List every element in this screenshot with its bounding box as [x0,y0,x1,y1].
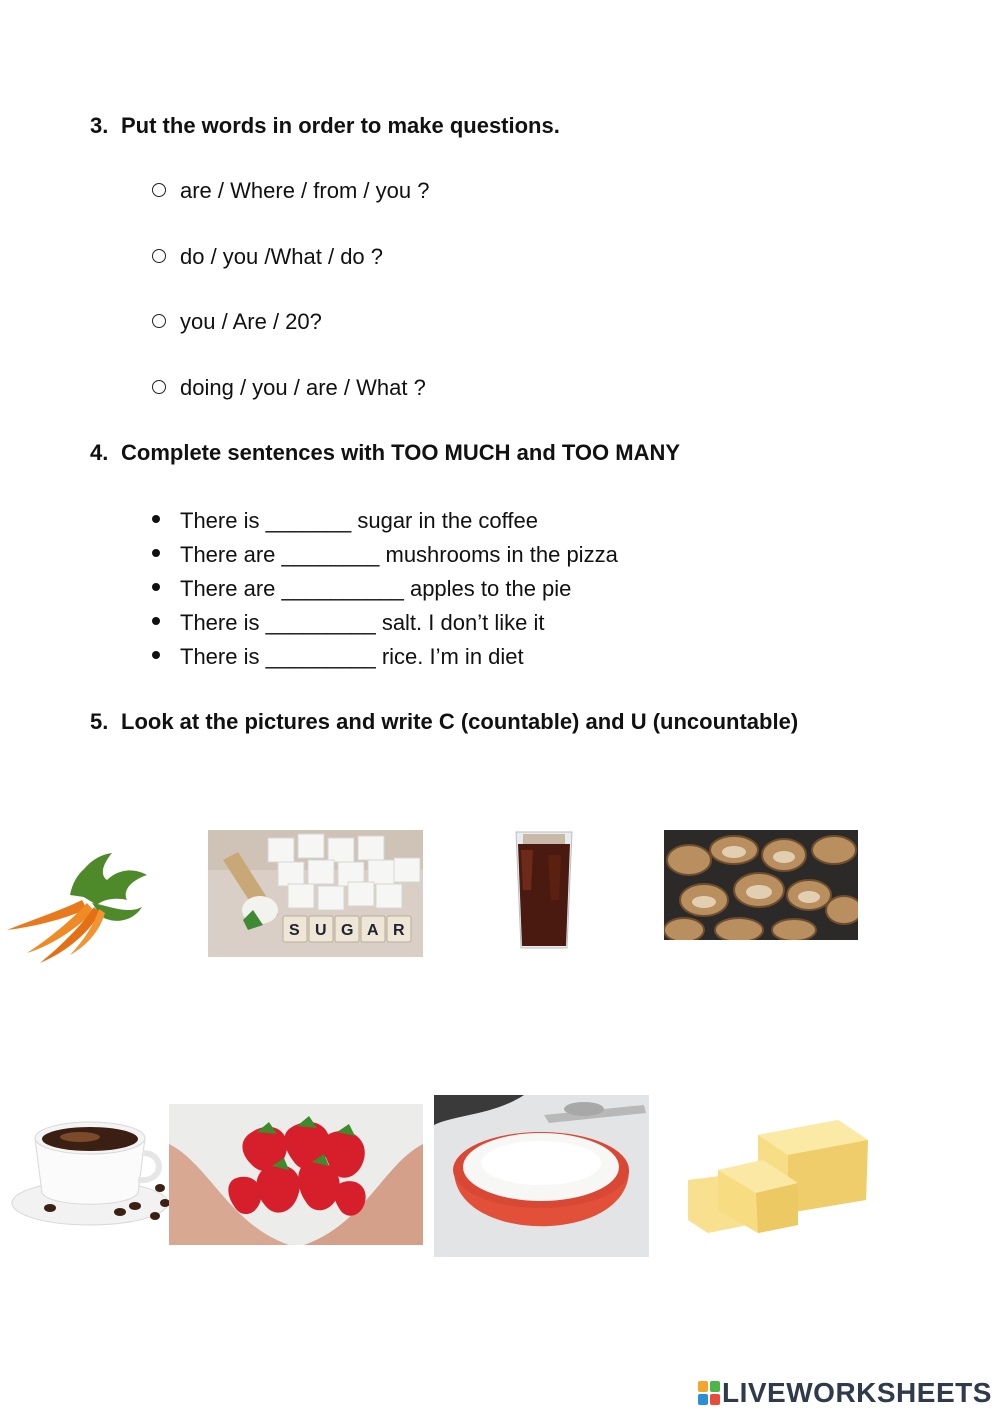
sugar-image [208,830,423,957]
bullet-icon [152,515,160,523]
rice-bowl-image [434,1095,649,1257]
sentence-text: There are ________ mushrooms in the pizza [180,542,618,567]
logo-icon [698,1381,720,1405]
circle-bullet-icon [152,314,166,328]
section-number: 3. [90,113,109,138]
section-5-heading [90,709,798,735]
section-number: 5. [90,709,109,734]
sentence-item [152,508,538,534]
section-4-heading [90,440,680,466]
coffee-cup-image [10,1108,172,1236]
bullet-icon [152,549,160,557]
sentence-item [152,644,524,670]
section-title: Complete sentences with TOO MUCH and TOO MANY [121,440,681,465]
question-text: doing / you / are / What ? [180,375,426,400]
bullet-icon [152,651,160,659]
section-title: Look at the pictures and write C (countable) and U (uncountable) [121,709,799,734]
circle-bullet-icon [152,183,166,197]
mushrooms-image [664,830,858,940]
question-text: you / Are / 20? [180,309,322,334]
question-item [152,375,426,401]
sentence-text: There is _______ sugar in the coffee [180,508,538,533]
section-number: 4. [90,440,109,465]
sentence-text: There are __________ apples to the pie [180,576,572,601]
sugar-tile-letter: S [289,922,300,939]
sentence-text: There is _________ rice. I’m in diet [180,644,524,669]
sentence-text: There is _________ salt. I don’t like it [180,610,545,635]
sentence-item [152,542,618,568]
cola-glass-image [513,830,575,952]
bullet-icon [152,617,160,625]
question-item [152,309,322,335]
sentence-item [152,610,544,636]
liveworksheets-logo [698,1378,992,1408]
question-text: are / Where / from / you ? [180,178,430,203]
bullet-icon [152,583,160,591]
section-3-heading [90,113,560,139]
sentence-item [152,576,571,602]
sugar-tile-letter: R [393,922,405,939]
sugar-tile-letter: G [341,922,354,939]
circle-bullet-icon [152,249,166,263]
butter-image [688,1115,870,1237]
sugar-tile-letter: U [315,922,327,939]
carrots-image [2,845,152,967]
circle-bullet-icon [152,380,166,394]
question-item [152,178,429,204]
question-text: do / you /What / do ? [180,244,384,269]
question-item [152,244,383,270]
section-title: Put the words in order to make questions. [121,113,560,138]
strawberries-image [169,1104,423,1245]
sugar-tile-letter: A [367,922,379,939]
logo-text: LIVEWORKSHEETS [722,1377,992,1408]
